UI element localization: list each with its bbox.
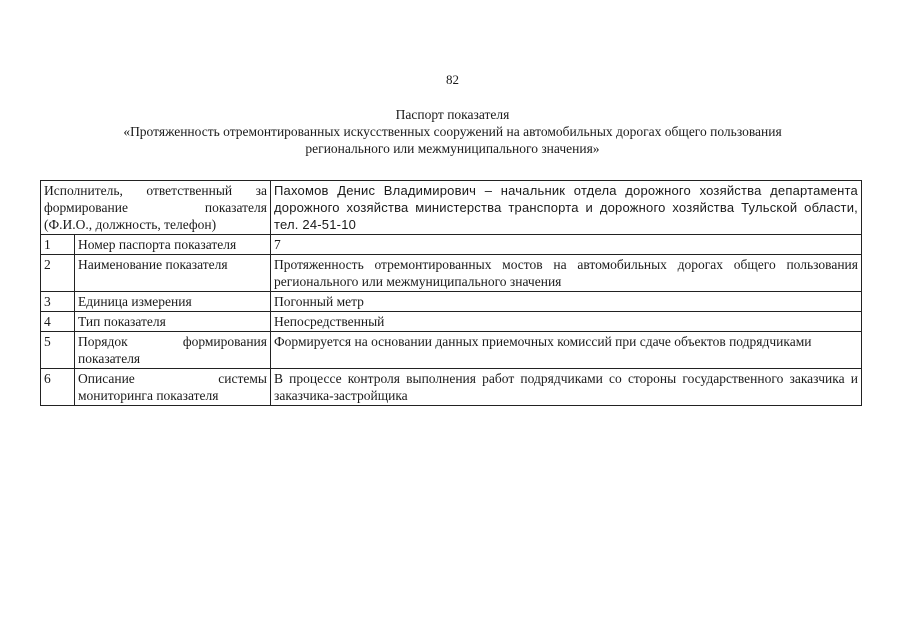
row-number: 5 — [41, 332, 75, 369]
executor-label-word: ответственный — [146, 183, 233, 198]
document-title — [40, 106, 865, 157]
row-label-word: формирования — [182, 334, 267, 349]
row-label-line: показателя — [78, 351, 141, 366]
table-row — [41, 292, 862, 312]
table-row-executor — [41, 181, 862, 235]
table-row — [41, 235, 862, 255]
row-label: Тип показателя — [75, 312, 271, 332]
row-label-word: Описание — [78, 371, 135, 386]
row-number: 4 — [41, 312, 75, 332]
page-number: 82 — [446, 72, 459, 87]
executor-value-cell: Пахомов Денис Владимирович – начальник отдела дорожного хозяйства департамента дорожного хозяйства министерства транспорта и дорожного хозяйства Тульской области, тел. 24-51-10 — [271, 181, 862, 235]
title-line-1: Паспорт показателя — [395, 107, 510, 122]
row-label-word: Порядок — [78, 334, 128, 349]
row-label — [75, 369, 271, 406]
row-value: Непосредственный — [271, 312, 862, 332]
row-label-word: системы — [218, 371, 267, 386]
table-row — [41, 255, 862, 292]
row-number: 2 — [41, 255, 75, 292]
title-line-3: регионального или межмуниципального значения» — [305, 141, 600, 156]
row-value: Погонный метр — [271, 292, 862, 312]
row-value: В процессе контроля выполнения работ подрядчиками со стороны государственного заказчика и заказчика-застройщика — [271, 369, 862, 406]
row-number: 6 — [41, 369, 75, 406]
title-line-2: «Протяженность отремонтированных искусственных сооружений на автомобильных дорогах общего пользования — [123, 124, 782, 139]
row-number: 3 — [41, 292, 75, 312]
executor-label-word: показателя — [204, 200, 267, 215]
executor-label-cell — [41, 181, 271, 235]
row-value: Протяженность отремонтированных мостов на автомобильных дорогах общего пользования регионального или межмуниципального значения — [271, 255, 862, 292]
indicator-passport-table — [40, 180, 862, 406]
executor-label-word: Исполнитель, — [44, 183, 123, 198]
executor-label-word: за — [255, 183, 267, 198]
table-row — [41, 369, 862, 406]
table-row — [41, 312, 862, 332]
row-label: Номер паспорта показателя — [75, 235, 271, 255]
row-label: Единица измерения — [75, 292, 271, 312]
row-value: Формируется на основании данных приемочных комиссий при сдаче объектов подрядчиками — [271, 332, 862, 369]
row-value: 7 — [271, 235, 862, 255]
executor-label-word: формирование — [44, 200, 128, 215]
row-label-line: мониторинга показателя — [78, 388, 219, 403]
executor-label-line: (Ф.И.О., должность, телефон) — [44, 217, 217, 232]
table-row — [41, 332, 862, 369]
row-label: Наименование показателя — [75, 255, 271, 292]
row-label — [75, 332, 271, 369]
row-number: 1 — [41, 235, 75, 255]
